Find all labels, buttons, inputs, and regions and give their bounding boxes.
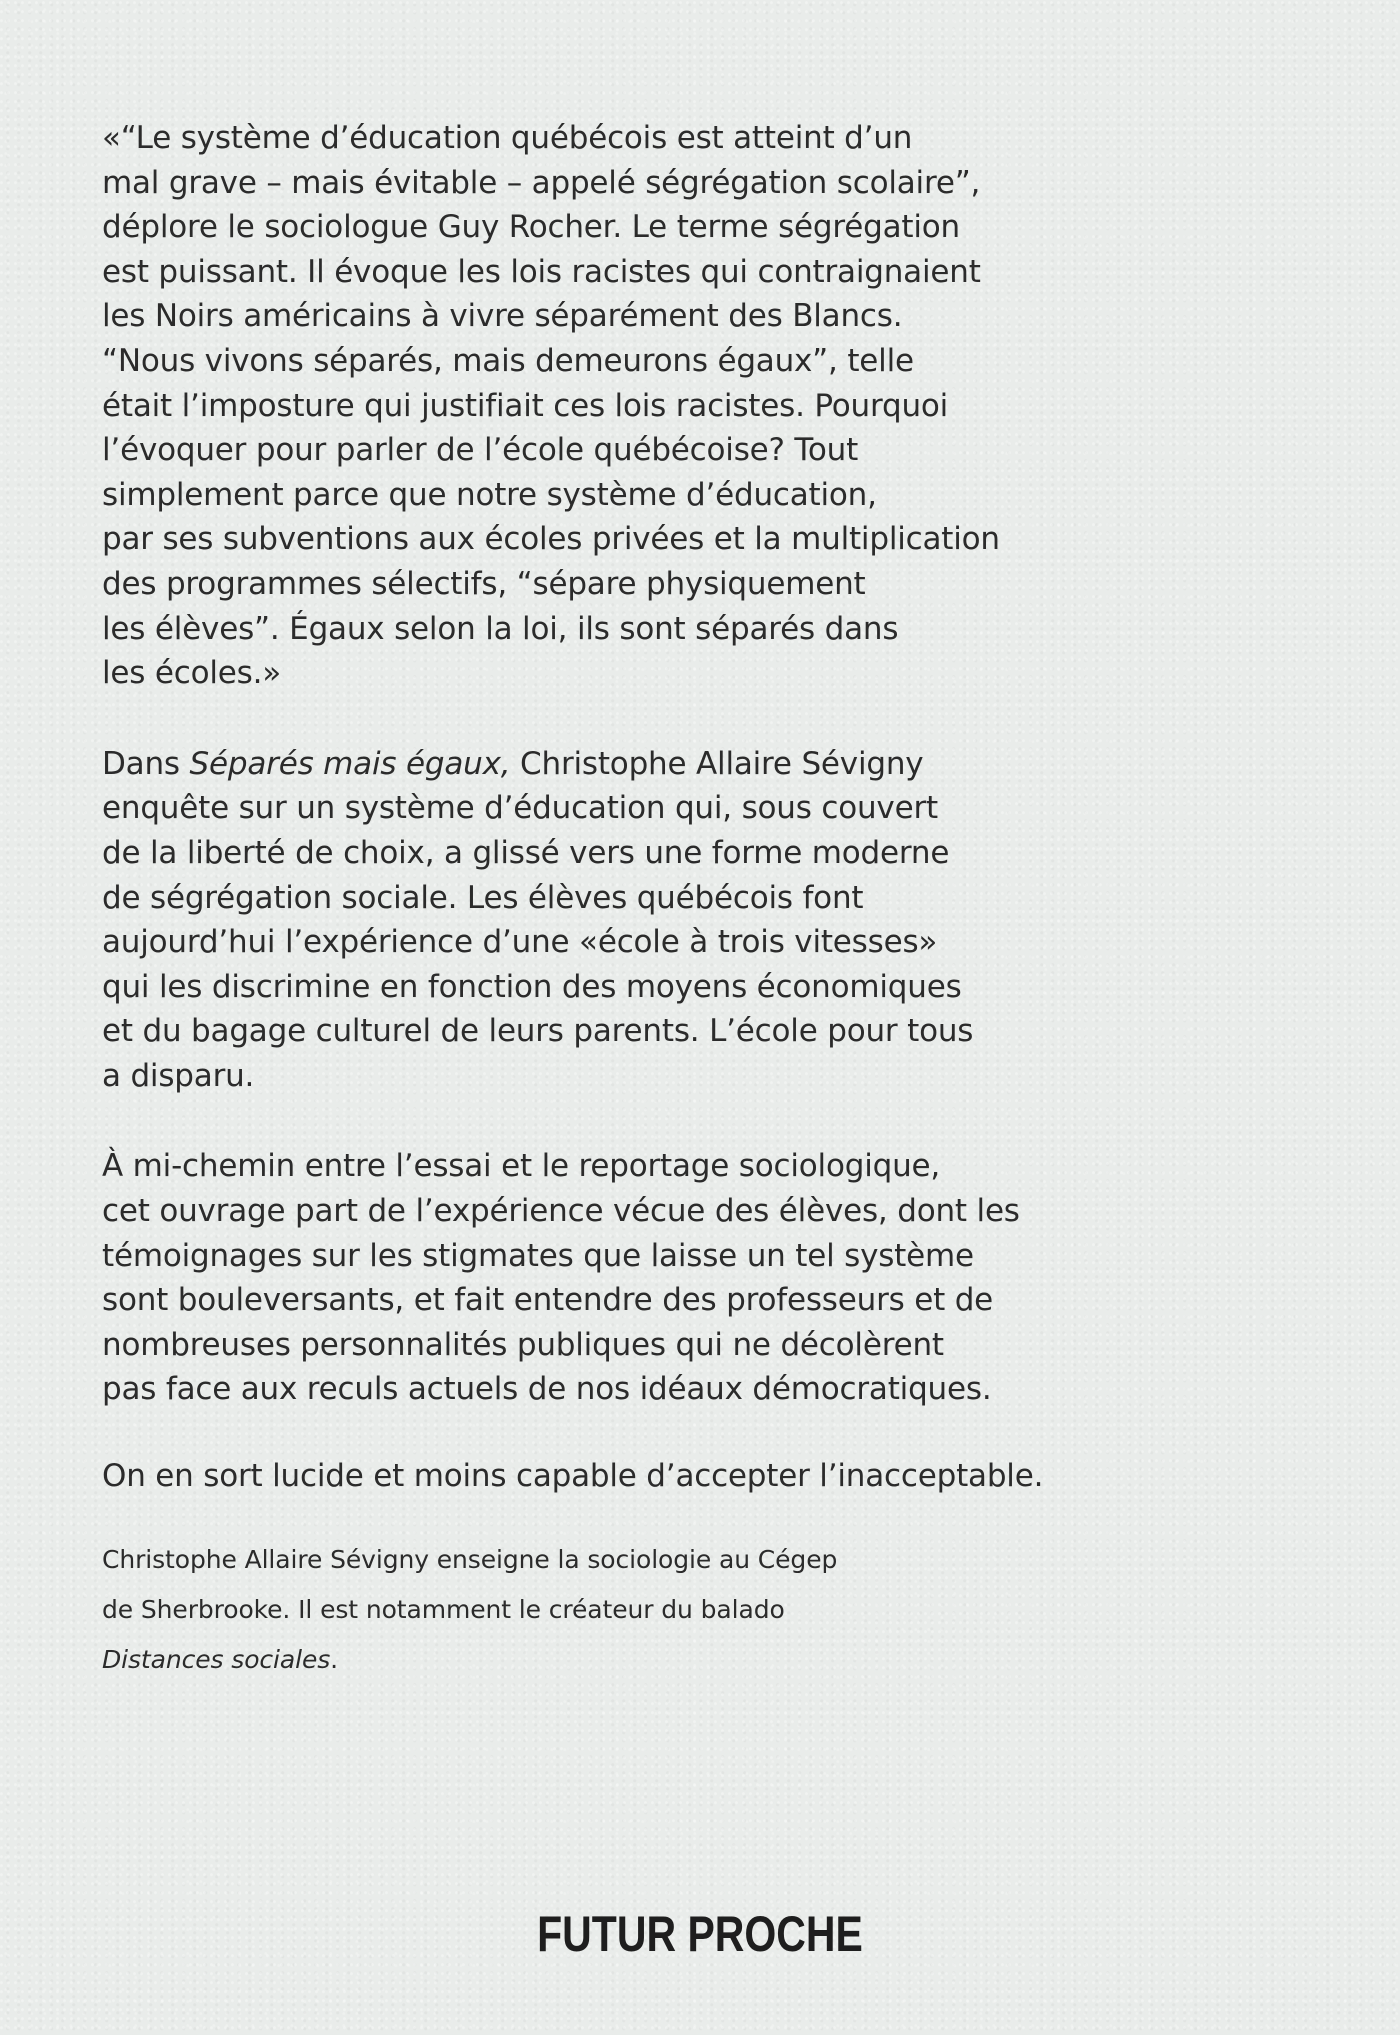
summary-lead: Dans [102, 745, 190, 782]
description-line: pas face aux reculs actuels de nos idéaux démocratiques. [102, 1371, 992, 1408]
quote-line: des programmes sélectifs, “sépare physiquement [102, 565, 866, 602]
quote-line: les Noirs américains à vivre séparément des Blancs. [102, 298, 903, 335]
quote-line: déplore le sociologue Guy Rocher. Le terme ségrégation [102, 209, 960, 246]
podcast-title: Distances sociales [102, 1644, 331, 1674]
summary-line: enquête sur un système d’éducation qui, sous couvert [102, 790, 938, 827]
description-paragraph [102, 1144, 1162, 1412]
quote-line: les écoles.» [102, 655, 282, 692]
bio-line: Christophe Allaire Sévigny enseigne la sociologie au Cégep [102, 1544, 838, 1574]
description-line: sont bouleversants, et fait entendre des professeurs et de [102, 1282, 994, 1319]
book-title: Séparés mais égaux, [189, 745, 511, 782]
description-line: témoignages sur les stigmates que laisse un tel système [102, 1237, 974, 1274]
conclusion-line: On en sort lucide et moins capable d’accepter l’inacceptable. [102, 1458, 1044, 1495]
summary-line: de la liberté de choix, a glissé vers une forme moderne [102, 834, 950, 871]
quote-line: mal grave – mais évitable – appelé ségrégation scolaire”, [102, 164, 981, 201]
quote-line: “Nous vivons séparés, mais demeurons égaux”, telle [102, 342, 914, 379]
description-line: nombreuses personnalités publiques qui ne décolèrent [102, 1326, 944, 1363]
quote-line: «“Le système d’éducation québécois est atteint d’un [102, 120, 913, 156]
quote-line: les élèves”. Égaux selon la loi, ils sont séparés dans [102, 610, 899, 647]
intro-quote [102, 116, 1162, 696]
quote-line: l’évoquer pour parler de l’école québécoise? Tout [102, 432, 859, 469]
bio-podcast-line [102, 1635, 1162, 1685]
quote-line: simplement parce que notre système d’éducation, [102, 476, 877, 513]
summary-line: aujourd’hui l’expérience d’une «école à trois vitesses» [102, 924, 938, 961]
summary-line: qui les discrimine en fonction des moyens économiques [102, 968, 962, 1005]
description-line: À mi-chemin entre l’essai et le reportage sociologique, [102, 1148, 941, 1185]
summary-paragraph [102, 742, 1162, 1099]
summary-first-line [102, 742, 1162, 787]
summary-line: et du bagage culturel de leurs parents. L’école pour tous [102, 1013, 974, 1050]
quote-line: par ses subventions aux écoles privées et la multiplication [102, 521, 1000, 558]
summary-author: Christophe Allaire Sévigny [510, 745, 924, 782]
podcast-suffix: . [330, 1644, 339, 1674]
author-bio [102, 1535, 1162, 1685]
bio-line: de Sherbrooke. Il est notamment le créateur du balado [102, 1594, 785, 1624]
quote-line: est puissant. Il évoque les lois racistes qui contraignaient [102, 253, 981, 290]
description-line: cet ouvrage part de l’expérience vécue des élèves, dont les [102, 1193, 1020, 1230]
summary-line: a disparu. [102, 1057, 255, 1094]
conclusion-paragraph [102, 1454, 1162, 1499]
blurb-text [102, 116, 1162, 1685]
publisher-logo: FUTUR PROCHE [537, 1906, 863, 1962]
quote-line: était l’imposture qui justifiait ces lois racistes. Pourquoi [102, 387, 949, 424]
summary-line: de ségrégation sociale. Les élèves québécois font [102, 879, 864, 916]
